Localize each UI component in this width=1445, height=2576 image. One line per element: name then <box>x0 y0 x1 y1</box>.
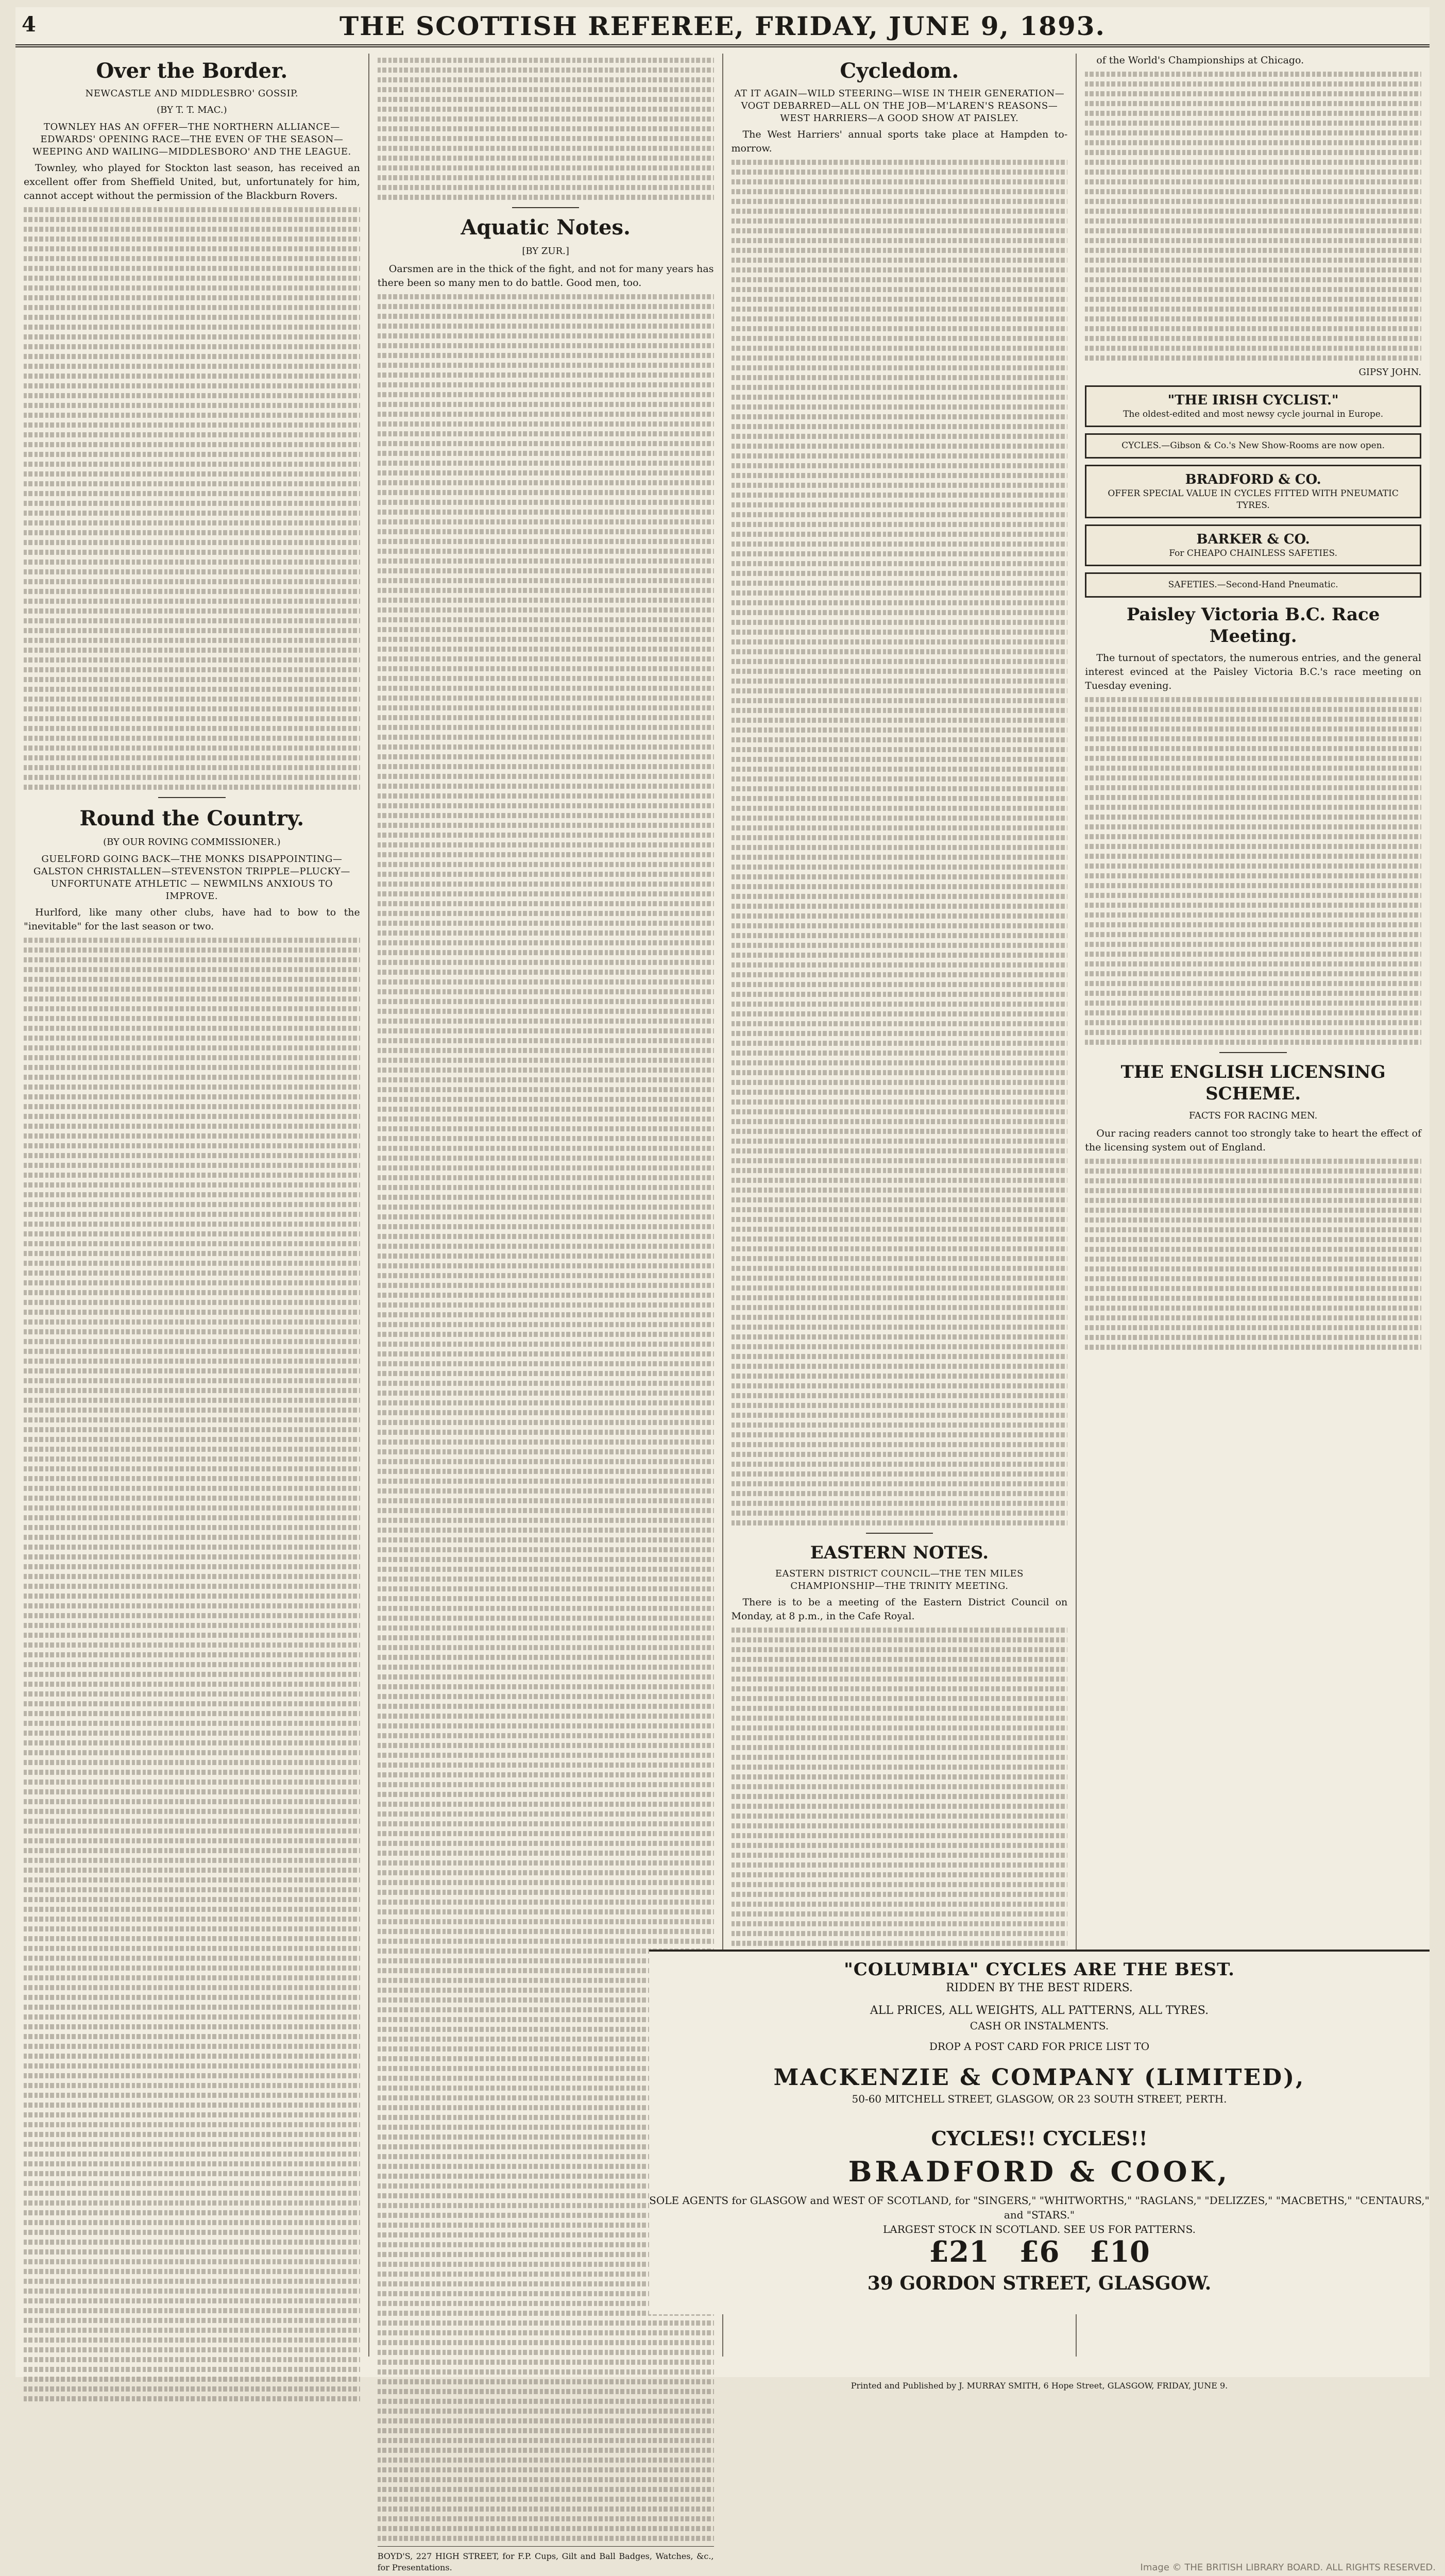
byline: [BY ZUR.] <box>522 246 569 257</box>
advertisement-block <box>649 1950 1430 2314</box>
masthead <box>15 7 1430 47</box>
article-lead: Hurlford, like many other clubs, have had to bow to the "inevitable" for the last season or two. <box>24 907 360 932</box>
headline: Over the Border. <box>96 59 288 83</box>
article-lead: There is to be a meeting of the Eastern District Council on Monday, at 8 p.m., in the Cafe Royal. <box>731 1597 1068 1622</box>
subdeck: EASTERN DISTRICT COUNCIL—THE TEN MILES CHAMPIONSHIP—THE TRINITY MEETING. <box>775 1568 1024 1591</box>
divider <box>512 207 580 208</box>
headline: EASTERN NOTES. <box>810 1543 989 1563</box>
subdeck: TOWNLEY HAS AN OFFER—THE NORTHERN ALLIANCE—EDWARDS' OPENING RACE—THE EVEN OF THE SEASON—WEEPING AND WAILING—MIDDLESBORO' AND THE LEAGUE. <box>32 122 351 157</box>
article-lead: Our racing readers cannot too strongly take to heart the effect of the licensing system out of England. <box>1085 1128 1421 1153</box>
article-body <box>24 938 360 2401</box>
ad-columbia-drop: DROP A POST CARD FOR PRICE LIST TO <box>929 2040 1150 2053</box>
signoff: GIPSY JOHN. <box>1358 367 1421 378</box>
divider <box>1219 1052 1287 1053</box>
ad-bradford-co: BRADFORD & CO. OFFER SPECIAL VALUE IN CYCLES FITTED WITH PNEUMATIC TYRES. <box>1085 465 1421 518</box>
subdeck: AT IT AGAIN—WILD STEERING—WISE IN THEIR GENERATION—VOGT DEBARRED—ALL ON THE JOB—M'LAREN'S REASONS—WEST HARRIERS—A GOOD SHOW AT PAISLEY. <box>734 88 1065 124</box>
byline: (BY OUR ROVING COMMISSIONER.) <box>103 837 281 848</box>
article-body <box>1085 72 1421 361</box>
article-round-the-country <box>24 806 360 2401</box>
ad-columbia-subtitle: RIDDEN BY THE BEST RIDERS. <box>946 1981 1133 1994</box>
copyright-watermark: Image © THE BRITISH LIBRARY BOARD. ALL RIGHTS RESERVED. <box>1140 2562 1436 2573</box>
ad-bradford-stock: LARGEST STOCK IN SCOTLAND. SEE US FOR PATTERNS. <box>883 2223 1196 2235</box>
ad-cycles-banner: CYCLES!! CYCLES!! <box>931 2127 1148 2150</box>
price-2: £6 <box>1019 2235 1060 2269</box>
article-lead: Oarsmen are in the thick of the fight, and not for many years has there been so many men to do battle. Good men, too. <box>377 263 714 289</box>
ad-boyds: BOYD'S, 227 HIGH STREET, for F.P. Cups, Gilt and Ball Badges, Watches, &c., for Presentations. <box>377 2551 714 2572</box>
article-paisley-victoria <box>1085 604 1421 1053</box>
article-licensing-scheme <box>1085 1061 1421 1350</box>
headline: THE ENGLISH LICENSING SCHEME. <box>1120 1062 1386 1104</box>
article-eastern-notes <box>732 1542 1068 2014</box>
ad-mackenzie: MACKENZIE & COMPANY (LIMITED), <box>773 2064 1305 2091</box>
column-1 <box>15 54 369 2357</box>
ad-irish-cyclist: "THE IRISH CYCLIST." The oldest-edited and most newsy cycle journal in Europe. <box>1085 385 1421 427</box>
article-cycledom <box>732 59 1068 1534</box>
subheading: FACTS FOR RACING MEN. <box>1188 1110 1318 1121</box>
price-3: £10 <box>1089 2235 1150 2269</box>
divider <box>866 1533 933 1534</box>
ad-gibson-cycles: CYCLES.—Gibson & Co.'s New Show-Rooms are now open. <box>1085 433 1421 459</box>
article-lead: Townley, who played for Stockton last season, has received an excellent offer from Sheffield United, but, unfortunately for him, cannot accept without the permission of the Blackburn Rovers. <box>24 162 360 201</box>
article-lead: The West Harriers' annual sports take place at Hampden to-morrow. <box>731 129 1068 154</box>
ad-bradford-address: 39 GORDON STREET, GLASGOW. <box>867 2273 1212 2294</box>
divider <box>158 797 226 798</box>
subdeck: GUELFORD GOING BACK—THE MONKS DISAPPOINTING—GALSTON CHRISTALLEN—STEVENSTON TRIPPLE—PLUCKY—UNFORTUNATE ATHLETIC — NEWMILNS ANXIOUS TO IMPROVE. <box>33 854 350 902</box>
ad-safeties: SAFETIES.—Second-Hand Pneumatic. <box>1085 572 1421 598</box>
small-ads <box>378 2546 714 2576</box>
article-body <box>1085 697 1421 1045</box>
article-body <box>1085 1159 1421 1350</box>
ad-columbia-title: "COLUMBIA" CYCLES ARE THE BEST. <box>844 1959 1235 1980</box>
headline: Aquatic Notes. <box>461 215 631 240</box>
headline: Cycledom. <box>840 59 959 83</box>
ad-columbia-line: ALL PRICES, ALL WEIGHTS, ALL PATTERNS, ALL TYRES. <box>870 2004 1209 2017</box>
ad-columbia-terms: CASH OR INSTALMENTS. <box>970 2020 1109 2032</box>
headline: Round the Country. <box>79 806 304 831</box>
ad-bradford-cook: BRADFORD & COOK, <box>848 2155 1231 2188</box>
newspaper-title: THE SCOTTISH REFEREE, FRIDAY, JUNE 9, 1893. <box>339 10 1106 41</box>
byline: (BY T. T. MAC.) <box>157 105 227 115</box>
article-body <box>24 207 360 790</box>
ad-mackenzie-address: 50-60 MITCHELL STREET, GLASGOW, OR 23 SOUTH STREET, PERTH. <box>852 2093 1227 2105</box>
article-continued: of the World's Championships at Chicago. <box>1096 55 1304 66</box>
headline: Paisley Victoria B.C. Race Meeting. <box>1126 604 1380 647</box>
ad-bradford-agents: SOLE AGENTS for GLASGOW and WEST OF SCOTLAND, for "SINGERS," "WHITWORTHS," "RAGLANS," "DELIZZES," "MACBETHS," "CENTAURS," and "STARS." <box>649 2194 1430 2221</box>
article-over-the-border <box>24 59 360 798</box>
page-number: 4 <box>22 12 36 37</box>
subheading: NEWCASTLE AND MIDDLESBRO' GOSSIP. <box>85 88 299 99</box>
article-body <box>732 160 1068 1526</box>
imprint: Printed and Published by J. MURRAY SMITH, 6 Hope Street, GLASGOW, FRIDAY, JUNE 9. <box>851 2381 1228 2391</box>
article-body-continued <box>378 58 714 200</box>
price-1: £21 <box>929 2235 990 2269</box>
article-lead: The turnout of spectators, the numerous entries, and the general interest evinced at the Paisley Victoria B.C.'s race meeting on Tuesday evening. <box>1085 652 1421 691</box>
ad-bradford-prices <box>649 2236 1430 2267</box>
ad-barker-co: BARKER & CO. For CHEAPO CHAINLESS SAFETIES. <box>1085 524 1421 566</box>
